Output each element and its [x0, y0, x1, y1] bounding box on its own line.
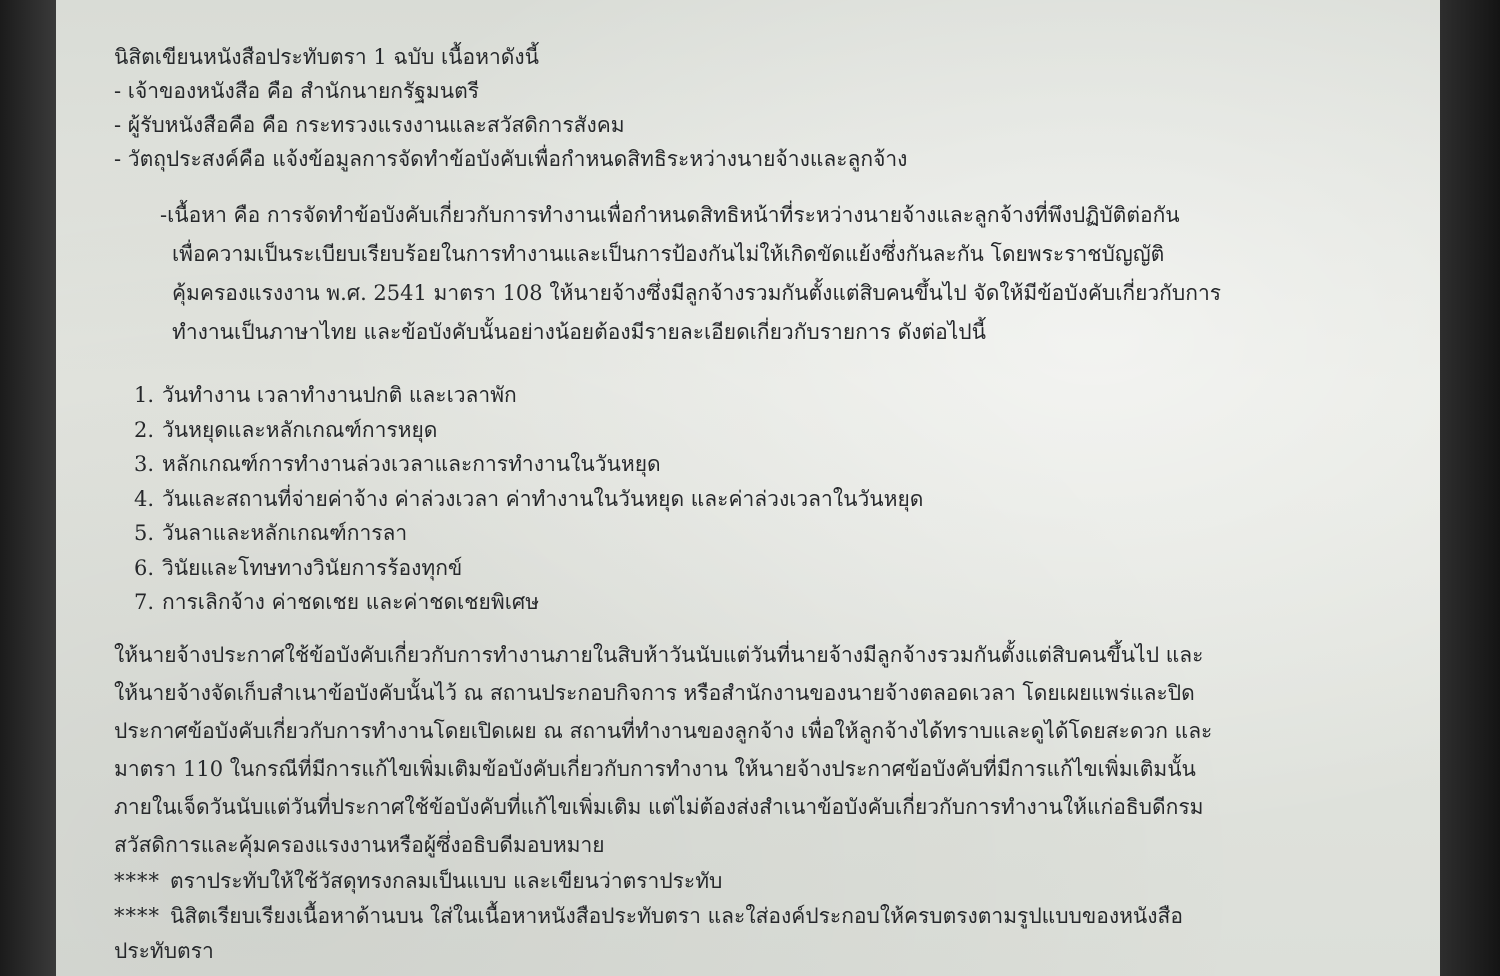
screen-bezel-right [1440, 0, 1500, 976]
note-line [114, 899, 1414, 934]
content-line: เพื่อความเป็นระเบียบเรียบร้อยในการทำงานและเป็นการป้องกันไม่ให้เกิดขัดแย้งซึ่งกันละกัน โดยพระราชบัญญัติ [172, 242, 1165, 266]
item-text: หลักเกณฑ์การทำงานล่วงเวลาและการทำงานในวันหยุด [162, 452, 661, 476]
item-text: วันหยุดและหลักเกณฑ์การหยุด [162, 417, 438, 442]
item-text: วันลาและหลักเกณฑ์การลา [162, 521, 408, 545]
list-item [114, 585, 1414, 620]
final-line: ประทับตรา [114, 938, 214, 963]
recipient-line: - ผู้รับหนังสือคือ คือ กระทรวงแรงงานและสวัสดิการสังคม [114, 113, 625, 137]
content-line: ทำงานเป็นภาษาไทย และข้อบังคับนั้นอย่างน้อยต้องมีรายละเอียดเกี่ยวกับรายการ ดังต่อไปนี้ [172, 320, 986, 344]
list-item [114, 413, 1414, 448]
item-text: วินัยและโทษทางวินัยการร้องทุกข์ [162, 555, 463, 580]
list-item [114, 482, 1414, 517]
assignment-title: นิสิตเขียนหนังสือประทับตรา 1 ฉบับ เนื้อหาดังนี้ [114, 45, 540, 69]
document-text [114, 40, 1414, 969]
announcement-paragraph [114, 636, 1414, 864]
owner-line: - เจ้าของหนังสือ คือ สำนักนายกรัฐมนตรี [114, 79, 479, 103]
note-line [114, 864, 1414, 899]
paragraph-line: ให้นายจ้างประกาศใช้ข้อบังคับเกี่ยวกับการทำงานภายในสิบห้าวันนับแต่วันที่นายจ้างมีลูกจ้างรวมกันตั้งแต่สิบคนขึ้นไป และ [114, 642, 1204, 667]
header-block [114, 40, 1414, 176]
note-marker: **** [114, 903, 160, 928]
notes-block [114, 864, 1414, 969]
item-text: วันทำงาน เวลาทำงานปกติ และเวลาพัก [162, 383, 517, 407]
item-number: 7. [134, 590, 155, 614]
purpose-line: - วัตถุประสงค์คือ แจ้งข้อมูลการจัดทำข้อบังคับเพื่อกำหนดสิทธิระหว่างนายจ้างและลูกจ้าง [114, 147, 908, 171]
list-item [114, 447, 1414, 482]
content-block [114, 196, 1414, 352]
paragraph-line: ประกาศข้อบังคับเกี่ยวกับการทำงานโดยเปิดเผย ณ สถานที่ทำงานของลูกจ้าง เพื่อให้ลูกจ้างได้ทราบและดูได้โดยสะดวก และ [114, 718, 1213, 743]
screen-bezel-left [0, 0, 56, 976]
item-number: 5. [134, 521, 155, 545]
note-marker: **** [114, 868, 160, 893]
list-item [114, 551, 1414, 586]
note-text: นิสิตเรียบเรียงเนื้อหาด้านบน ใส่ในเนื้อหาหนังสือประทับตรา และใส่องค์ประกอบให้ครบตรงตามรูปแบบของหนังสือ [170, 903, 1183, 928]
item-text: การเลิกจ้าง ค่าชดเชย และค่าชดเชยพิเศษ [162, 590, 540, 614]
item-number: 4. [134, 486, 155, 511]
document-page [56, 0, 1440, 976]
item-text: วันและสถานที่จ่ายค่าจ้าง ค่าล่วงเวลา ค่าทำงานในวันหยุด และค่าล่วงเวลาในวันหยุด [162, 486, 924, 511]
content-line: คุ้มครองแรงงาน พ.ศ. 2541 มาตรา 108 ให้นายจ้างซึ่งมีลูกจ้างรวมกันตั้งแต่สิบคนขึ้นไป จัดให้มีข้อบังคับเกี่ยวกับการ [172, 281, 1222, 305]
item-number: 2. [134, 417, 155, 442]
item-number: 6. [134, 555, 155, 580]
paragraph-line: มาตรา 110 ในกรณีที่มีการแก้ไขเพิ่มเติมข้อบังคับเกี่ยวกับการทำงาน ให้นายจ้างประกาศข้อบังคับที่มีการแก้ไขเพิ่มเติมนั้น [114, 756, 1196, 781]
item-number: 3. [134, 452, 155, 476]
list-item [114, 516, 1414, 551]
note-text: ตราประทับให้ใช้วัสดุทรงกลมเป็นแบบ และเขียนว่าตราประทับ [170, 868, 723, 893]
paragraph-line: ภายในเจ็ดวันนับแต่วันที่ประกาศใช้ข้อบังคับที่แก้ไขเพิ่มเติม แต่ไม่ต้องส่งสำเนาข้อบังคับเกี่ยวกับการทำงานให้แก่อธิบดีกรม [114, 794, 1204, 819]
content-first-line: -เนื้อหา คือ การจัดทำข้อบังคับเกี่ยวกับการทำงานเพื่อกำหนดสิทธิหน้าที่ระหว่างนายจ้างและลูกจ้างที่พึงปฏิบัติต่อกัน [160, 203, 1180, 227]
regulation-items-list [114, 378, 1414, 620]
paragraph-line: สวัสดิการและคุ้มครองแรงงานหรือผู้ซึ่งอธิบดีมอบหมาย [114, 832, 605, 857]
list-item [114, 378, 1414, 413]
item-number: 1. [134, 383, 155, 407]
paragraph-line: ให้นายจ้างจัดเก็บสำเนาข้อบังคับนั้นไว้ ณ สถานประกอบกิจการ หรือสำนักงานของนายจ้างตลอดเวลา โดยเผยแพร่และปิด [114, 680, 1195, 705]
